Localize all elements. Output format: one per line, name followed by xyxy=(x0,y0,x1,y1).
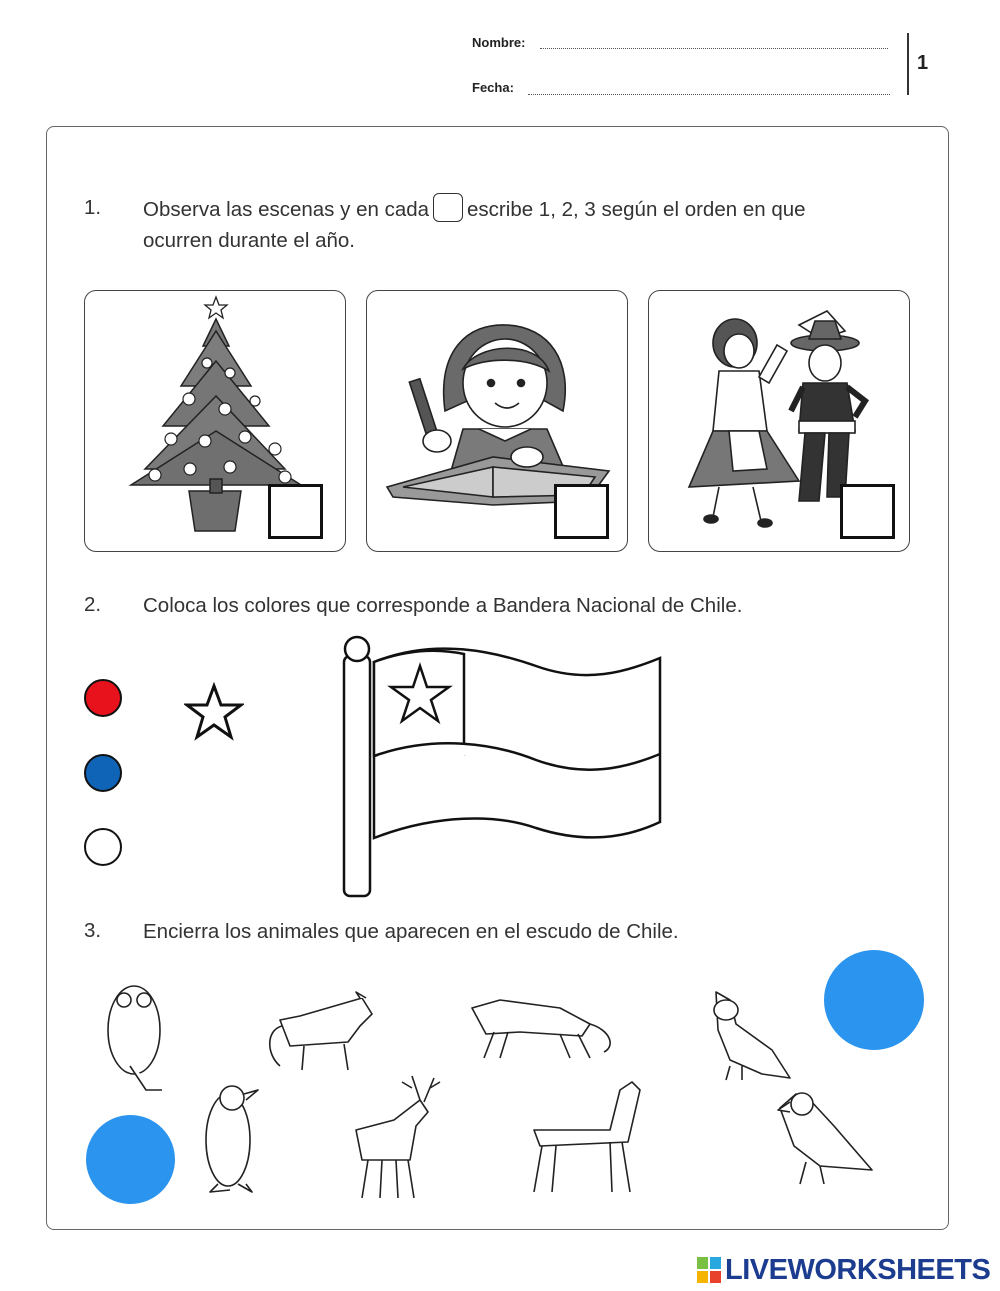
owl-icon[interactable] xyxy=(108,986,162,1090)
huemul-icon[interactable] xyxy=(356,1076,440,1198)
puma-icon[interactable] xyxy=(472,1000,610,1058)
marker-dot-top-right[interactable] xyxy=(824,950,924,1050)
red-color-swatch[interactable] xyxy=(84,679,122,717)
scene-christmas xyxy=(84,290,346,552)
scene-school xyxy=(366,290,628,552)
fox-icon[interactable] xyxy=(270,992,372,1070)
name-label: Nombre: xyxy=(472,35,526,50)
penguin-icon[interactable] xyxy=(206,1086,258,1192)
scene-2-answer-box[interactable] xyxy=(554,484,609,539)
scene-1-answer-box[interactable] xyxy=(268,484,323,539)
page-number: 1 xyxy=(917,52,929,74)
star-icon[interactable] xyxy=(184,682,244,742)
scene-fiestas-patrias xyxy=(648,290,910,552)
chile-flag-icon[interactable] xyxy=(336,632,666,900)
page-number-divider xyxy=(907,33,909,95)
question-1-text-after: escribe 1, 2, 3 según el orden en que xyxy=(467,198,806,221)
question-1-text xyxy=(143,193,806,256)
question-3-number: 3. xyxy=(84,919,102,942)
question-3-text: Encierra los animales que aparecen en el escudo de Chile. xyxy=(143,920,679,943)
name-field[interactable] xyxy=(540,48,888,49)
guanaco-icon[interactable] xyxy=(534,1082,640,1192)
answer-box-icon xyxy=(433,193,463,222)
question-1-number: 1. xyxy=(84,196,102,219)
question-2-number: 2. xyxy=(84,593,102,616)
date-label: Fecha: xyxy=(472,80,514,95)
question-1-text-before: Observa las escenas y en cada xyxy=(143,198,430,221)
blue-color-swatch[interactable] xyxy=(84,754,122,792)
scene-3-answer-box[interactable] xyxy=(840,484,895,539)
question-2-text: Coloca los colores que corresponde a Bandera Nacional de Chile. xyxy=(143,594,743,617)
condor-icon[interactable] xyxy=(714,992,790,1080)
marker-dot-bottom-left[interactable] xyxy=(86,1115,175,1204)
date-field[interactable] xyxy=(528,94,890,95)
eagle-icon[interactable] xyxy=(778,1093,872,1184)
white-color-swatch[interactable] xyxy=(84,828,122,866)
logo-icon xyxy=(697,1257,721,1283)
logo-text: LIVEWORKSHEETS xyxy=(725,1253,991,1286)
liveworksheets-logo[interactable] xyxy=(697,1254,990,1286)
question-1-text-line2: ocurren durante el año. xyxy=(143,229,355,252)
